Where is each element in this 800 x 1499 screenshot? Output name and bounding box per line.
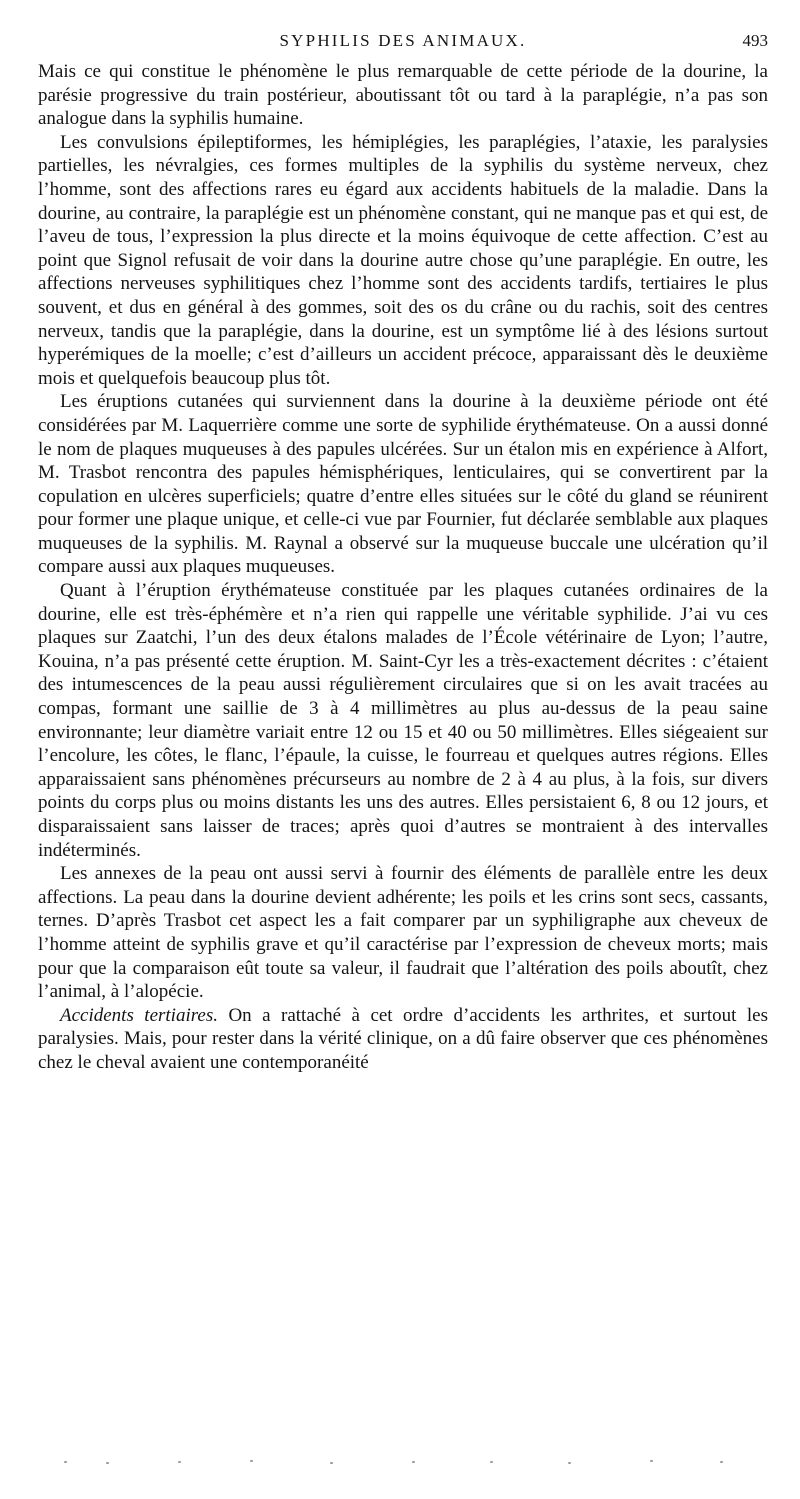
speck: [490, 1461, 493, 1463]
paragraph-cutaneous-eruptions: Les éruptions cutanées qui surviennent dans la dourine à la deuxième période ont été considérées par M. Laquerrière comme une sorte de syphilide érythémateuse. On a aussi donné le nom de plaques muqueuses à des papules ulcérées. Sur un étalon mis en expérience à Alfort, M. Trasbot rencontra des papules hémisphériques, lenticulaires, qui se convertirent par la copulation en ulcères superficiels; quatre d’entre elles situées sur le côté du gland se réunirent pour former une plaque unique, et celle-ci vue par Fournier, fut déclarée semblable aux plaques muqueuses de la syphilis. M. Raynal a observé sur la muqueuse buccale une ulcération qu’il compare aussi aux plaques muqueuses.: [38, 391, 768, 578]
section-lead-in: Accidents tertiaires.: [60, 1004, 219, 1026]
paragraph-text: On a rattaché à cet ordre d’accidents les arthrites, et surtout les paralysies. Mais, pour rester dans la vérité clinique, on a dû faire observer que ces phénomènes chez le cheval avaient une contemporanéité: [38, 1004, 768, 1073]
speck: [250, 1460, 253, 1462]
paragraph-paraparesis: Mais ce qui constitue le phénomène le plus remarquable de cette période de la dourine, la parésie progressive du train postérieur, aboutissant tôt ou tard à la paraplégie, n’a pas son analogue dans la syphilis humaine.: [38, 61, 768, 130]
paragraph-skin-annexes: Les annexes de la peau ont aussi servi à fournir des éléments de parallèle entre les deux affections. La peau dans la dourine devient adhérente; les poils et les crins sont secs, cassants, ternes. D’après Trasbot cet aspect les a fait comparer par un syphiligraphe aux cheveux de l’homme atteint de syphilis grave et qu’il caractérise par l’expression de cheveux morts; mais pour que la comparaison eût toute sa valeur, il faudrait que l’altération des poils aboutît, chez l’animal, à l’alopécie.: [38, 863, 768, 1003]
print-specks: [60, 1458, 740, 1470]
speck: [720, 1461, 723, 1463]
speck: [412, 1461, 415, 1463]
speck: [64, 1461, 67, 1463]
paragraph-erythematous-eruption: Quant à l’éruption érythémateuse constituée par les plaques cutanées ordinaires de la dourine, elle est très-éphémère et n’a rien qui rappelle une véritable syphilide. J’ai vu ces plaques sur Zaatchi, l’un des deux étalons malades de l’École vétérinaire de Lyon; l’autre, Kouina, n’a pas présenté cette éruption. M. Saint-Cyr les a très-exactement décrites : c’étaient des intumescences de la peau aussi régulièrement circulaires que si on les avait tracées au compas, formant une saillie de 3 à 4 millimètres au plus au-dessus de la peau saine environnante; leur diamètre variait entre 12 ou 15 et 40 ou 50 millimètres. Elles siégeaient sur l’encolure, les côtes, le flanc, l’épaule, la cuisse, le fourreau et quelques autres régions. Elles apparaissaient sans phénomènes précurseurs au nombre de 2 à 4 au plus, à la fois, sur divers points du corps plus ou moins distants les uns des autres. Elles persistaient 6, 8 ou 12 jours, et disparaissaient sans laisser de traces; après quoi d’autres se montraient à des intervalles indéterminés.: [38, 580, 768, 861]
speck: [330, 1462, 333, 1464]
paragraph-tertiary-accidents: [38, 1004, 768, 1075]
speck: [568, 1462, 571, 1464]
speck: [650, 1460, 653, 1462]
running-head: [38, 28, 768, 54]
paragraph-nervous-affections: Les convulsions épileptiformes, les hémiplégies, les paraplégies, l’ataxie, les paralysies partielles, les névralgies, ces formes multiples de la syphilis du système nerveux, chez l’homme, sont des affections rares eu égard aux accidents habituels de la maladie. Dans la dourine, au contraire, la paraplégie est un phénomène constant, qui ne manque pas et qui est, de l’aveu de tous, l’expression la plus directe et la moins équivoque de cette affection. C’est au point que Signol refusait de voir dans la dourine autre chose qu’une paraplégie. En outre, les affections nerveuses syphilitiques chez l’homme sont des accidents tardifs, tertiaires le plus souvent, et dus en général à des gommes, soit des os du crâne ou du rachis, soit des centres nerveux, tandis que la paraplégie, dans la dourine, est un symptôme lié à des lésions surtout hyperémiques de la moelle; c’est d’ailleurs un accident précoce, apparaissant dès le deuxième mois et quelquefois beaucoup plus tôt.: [38, 131, 768, 389]
speck: [178, 1461, 181, 1463]
body-text: [38, 60, 768, 1075]
speck: [106, 1462, 109, 1464]
page-number: 493: [742, 31, 768, 50]
running-title: SYPHILIS DES ANIMAUX.: [279, 31, 527, 50]
